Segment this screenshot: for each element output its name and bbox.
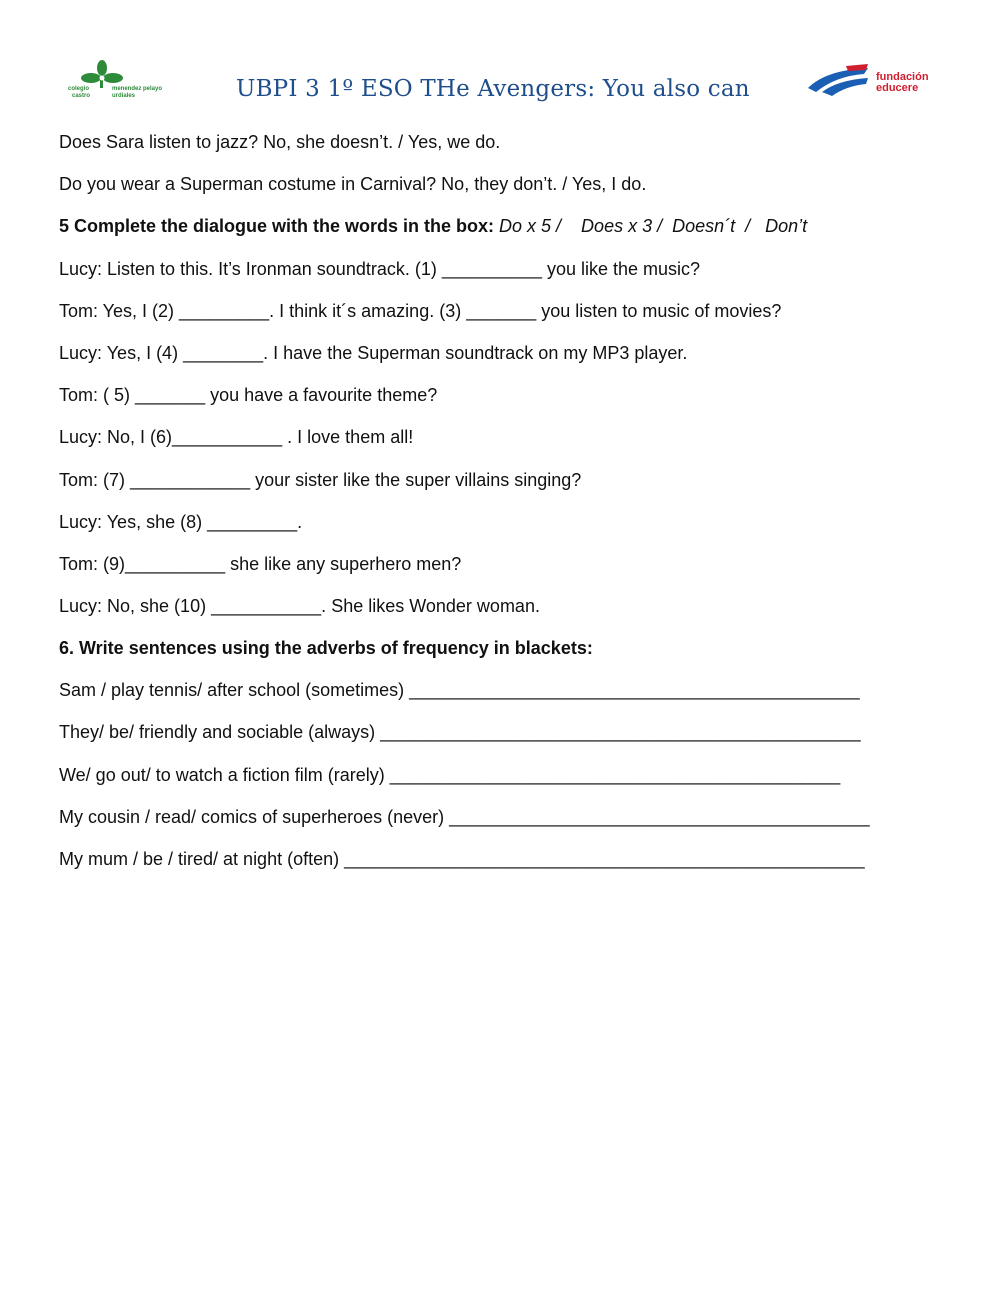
sentence-line: They/ be/ friendly and sociable (always) ________________________________________________ <box>59 722 861 742</box>
dialogue-line: Lucy: No, I (6)___________ . I love them all! <box>59 427 414 447</box>
sentence-line: My mum / be / tired/ at night (often) ____________________________________________________ <box>59 849 865 869</box>
word-box: Do x 5 / Does x 3 / Doesn´t / Don’t <box>494 216 808 236</box>
exercise-5-instruction: 5 Complete the dialogue with the words in the box: <box>59 216 495 236</box>
logo-left-text: menendez pelayo <box>112 86 163 92</box>
sentence-line: Sam / play tennis/ after school (sometimes) _____________________________________________ <box>59 680 860 700</box>
foundation-logo-icon <box>806 62 872 98</box>
dialogue-line: Tom: (9)__________ she like any superhero men? <box>59 554 462 574</box>
school-logo <box>66 58 178 106</box>
example-line: Do you wear a Superman costume in Carnival? No, they don’t. / Yes, I do. <box>59 174 647 194</box>
logo-left-text: colegio <box>68 86 90 92</box>
dialogue-line: Lucy: No, she (10) ___________. She likes Wonder woman. <box>59 596 540 616</box>
clover-icon <box>66 58 178 88</box>
dialogue-line: Lucy: Yes, I (4) ________. I have the Superman soundtrack on my MP3 player. <box>59 343 688 363</box>
sentence-line: My cousin / read/ comics of superheroes (never) __________________________________________ <box>59 807 870 827</box>
example-line: Does Sara listen to jazz? No, she doesn’t. / Yes, we do. <box>59 132 501 152</box>
dialogue-line: Lucy: Yes, she (8) _________. <box>59 512 303 532</box>
dialogue-line: Tom: ( 5) _______ you have a favourite theme? <box>59 385 438 405</box>
exercise-6-heading: 6. Write sentences using the adverbs of frequency in blackets: <box>59 638 593 658</box>
logo-left-text: urdiales <box>112 93 136 99</box>
sentence-line: We/ go out/ to watch a fiction film (rarely) _____________________________________________ <box>59 765 841 785</box>
dialogue-line: Lucy: Listen to this. It’s Ironman soundtrack. (1) __________ you like the music? <box>59 259 701 279</box>
logo-left-text: castro <box>72 93 91 99</box>
foundation-logo <box>806 62 936 102</box>
page-title: UBPI 3 1º ESO THe Avengers: You also can <box>236 76 750 102</box>
exercise-5-heading <box>59 215 807 237</box>
dialogue-line: Tom: (7) ____________ your sister like the super villains singing? <box>59 470 582 490</box>
logo-right-text: educere <box>876 82 919 94</box>
logo-right-text: fundación <box>876 71 929 83</box>
dialogue-line: Tom: Yes, I (2) _________. I think it´s amazing. (3) _______ you listen to music of movies? <box>59 301 782 321</box>
